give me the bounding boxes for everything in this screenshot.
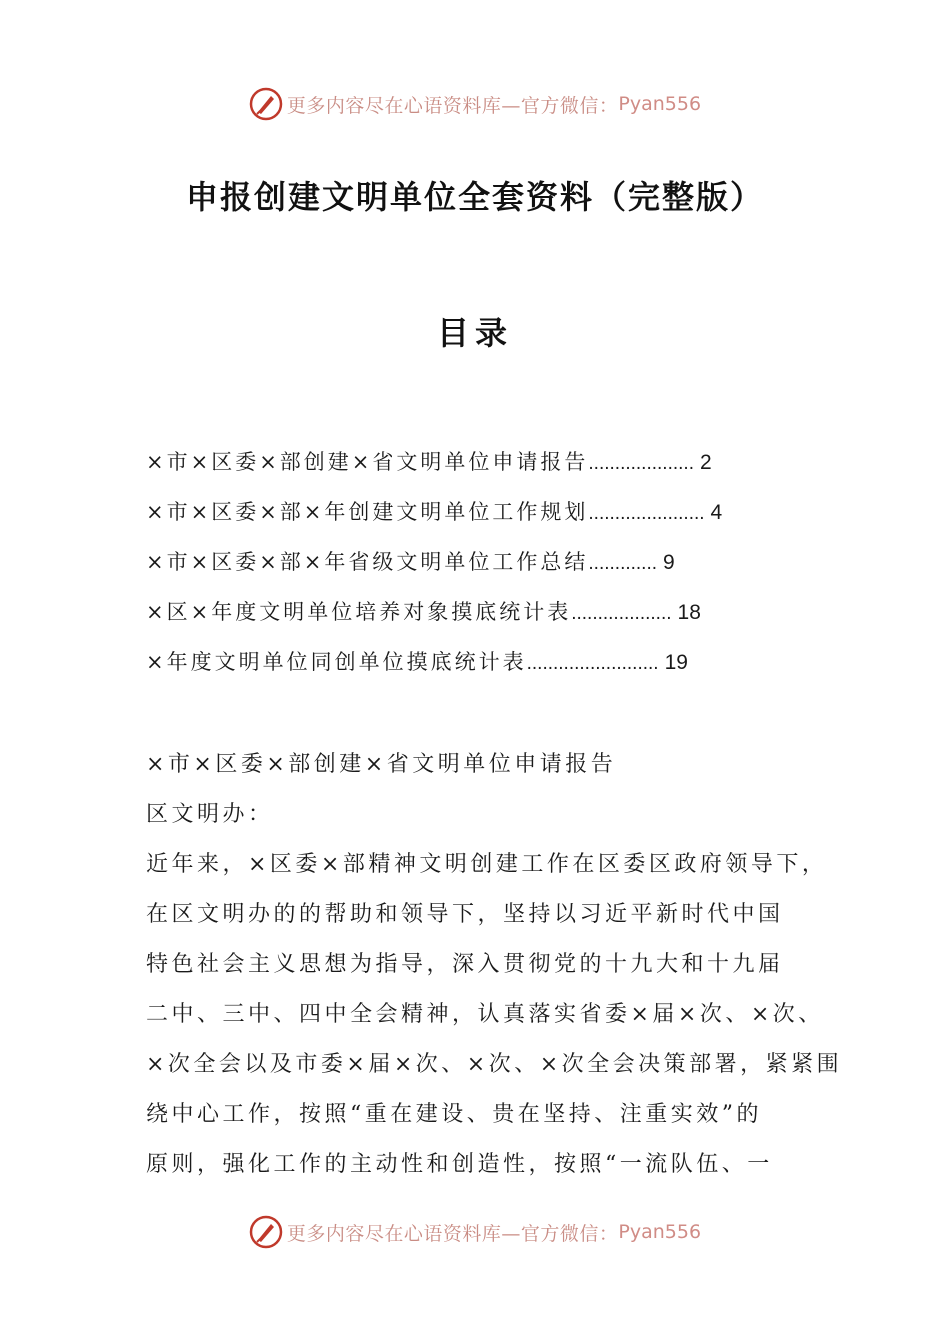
toc-entry-label: ×年度文明单位同创单位摸底统计表 bbox=[146, 650, 527, 674]
toc-entry-page: 2 bbox=[699, 451, 712, 474]
toc-entry[interactable] bbox=[146, 544, 846, 594]
body-text-line: 特色社会主义思想为指导，深入贯彻党的十九大和十九届 bbox=[146, 952, 784, 977]
watermark-banner-top bbox=[0, 84, 950, 124]
toc-heading: 目录 bbox=[436, 314, 513, 352]
watermark-wechat-id: Pyan556 bbox=[618, 1221, 702, 1243]
body-text-line: 绕中心工作，按照“重在建设、贵在坚持、注重实效”的 bbox=[146, 1102, 762, 1127]
watermark-banner-bottom bbox=[0, 1212, 950, 1252]
toc-entry[interactable] bbox=[146, 444, 846, 494]
toc-entry[interactable] bbox=[146, 644, 846, 694]
body-text-line: 在区文明办的的帮助和领导下，坚持以习近平新时代中国 bbox=[146, 902, 784, 927]
toc-entry-page: 9 bbox=[663, 551, 675, 574]
report-salutation: 区文明办： bbox=[146, 802, 274, 827]
toc-entry[interactable] bbox=[146, 594, 846, 644]
toc-entry-page: 19 bbox=[664, 651, 688, 674]
toc-entry-page: 4 bbox=[710, 501, 723, 524]
body-text-line: 二中、三中、四中全会精神，认真落实省委×届×次、×次、 bbox=[146, 1002, 824, 1027]
toc-entry-leader: ............. bbox=[588, 553, 658, 574]
toc-entry-leader: ................... bbox=[571, 603, 672, 624]
toc-entry-leader: .................... bbox=[588, 453, 694, 474]
toc-entry-leader: ...................... bbox=[588, 503, 705, 524]
body-text-line: 原则，强化工作的主动性和创造性，按照“一流队伍、一 bbox=[146, 1152, 773, 1177]
watermark-brand-text: 更多内容尽在心语资料库—官方微信： bbox=[286, 94, 619, 117]
quill-logo-icon bbox=[249, 87, 283, 121]
report-heading: ×市×区委×部创建×省文明单位申请报告 bbox=[146, 752, 617, 777]
toc-entry-label: ×市×区委×部×年省级文明单位工作总结 bbox=[146, 550, 589, 574]
toc-entry-page: 18 bbox=[677, 601, 701, 624]
body-text-line: ×次全会以及市委×届×次、×次、×次全会决策部署，紧紧围 bbox=[146, 1052, 843, 1077]
table-of-contents bbox=[146, 444, 846, 694]
toc-entry[interactable] bbox=[146, 494, 846, 544]
toc-entry-label: ×市×区委×部×年创建文明单位工作规划 bbox=[146, 500, 589, 524]
document-title: 申报创建文明单位全套资料（完整版） bbox=[185, 178, 764, 216]
quill-logo-icon bbox=[249, 1215, 283, 1249]
watermark-wechat-id: Pyan556 bbox=[618, 93, 702, 115]
toc-entry-leader: ......................... bbox=[526, 653, 659, 674]
toc-entry-label: ×区×年度文明单位培养对象摸底统计表 bbox=[146, 600, 572, 624]
report-body bbox=[146, 740, 843, 1190]
watermark-brand-text: 更多内容尽在心语资料库—官方微信： bbox=[286, 1222, 619, 1245]
body-text-line: 近年来，×区委×部精神文明创建工作在区委区政府领导下， bbox=[146, 852, 828, 877]
toc-entry-label: ×市×区委×部创建×省文明单位申请报告 bbox=[146, 450, 589, 474]
